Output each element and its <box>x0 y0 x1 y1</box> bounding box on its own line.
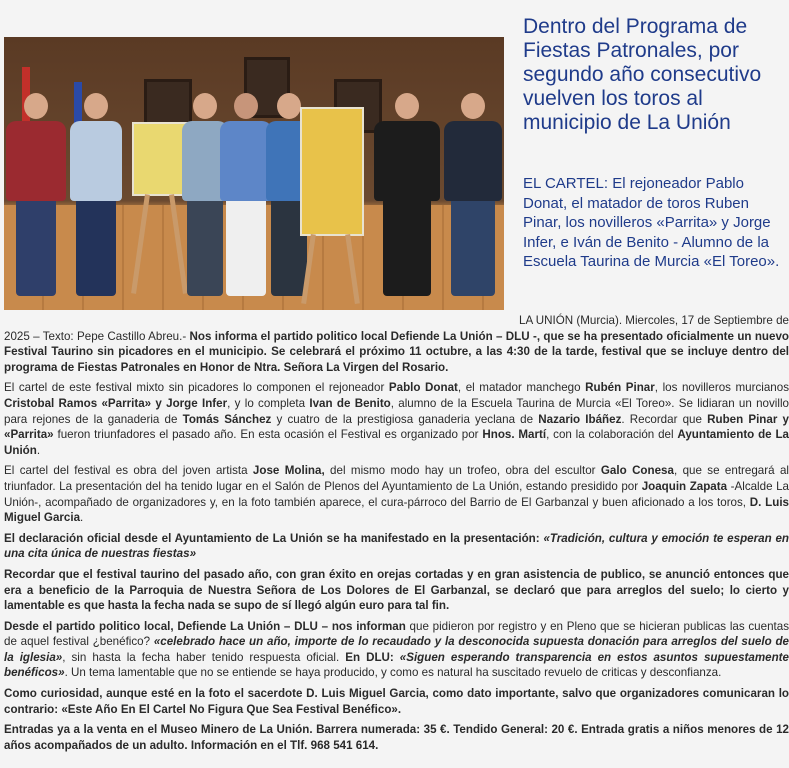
person <box>70 93 122 296</box>
subhead: EL CARTEL: El rejoneador Pablo Donat, el matador de toros Ruben Pinar, los novilleros «Parrita» y Jorge Infer, e Iván de Benito - Alumno de la Escuela Taurina de Murcia «El Toreo». <box>523 175 780 271</box>
person <box>220 93 272 296</box>
headline: Dentro del Programa de Fiestas Patronales, por segundo año consecutivo vuelven los toros al municipio de La Unión <box>523 15 762 134</box>
person-priest <box>374 93 440 296</box>
press-photo <box>4 37 504 310</box>
paragraph: Desde el partido politico local, Defiende La Unión – DLU – nos informan que pidieron por registro y en Pleno que se hicieran publicas las cuentas de aquel festival ¿benéfico? «celebrado hace un año, importe de lo recaudado y la desconocida supuesta donación para arreglos del suelo de la iglesia», sin hasta la fecha haber tenido respuesta oficial. En DLU: «Siguen esperando transparencia en estos asuntos supuestamente benéficos». Un tema lamentable que no se entiende se haya producido, y como es natural ha suscitado revuelo de criticas y desconfianza. <box>4 619 789 680</box>
paragraph: El declaración oficial desde el Ayuntamiento de La Unión se ha manifestado en la presentación: «Tradición, cultura y emoción te esperan en una cita única de nuestras fiestas» <box>4 531 789 561</box>
paragraph: El cartel del festival es obra del joven artista Jose Molina, del mismo modo hay un trofeo, obra del escultor Galo Conesa, que se entregará al triunfador. La presentación del ha tenido lugar en el Salón de Plenos del Ayuntamiento de La Unión, estando presidido por Joaquin Zapata -Alcalde La Unión-, acompañado de organizadores y, en la foto también aparece, el cura-párroco del Barrio de El Garbanzal y buen aficionado a los toros, D. Luis Miguel Garcia. <box>4 464 789 525</box>
paragraph: Entradas ya a la venta en el Museo Minero de La Unión. Barrera numerada: 35 €. Tendido General: 20 €. Entrada gratis a niños menores de 12 años acompañados de un adulto. Información en el Tlf. 968 541 614. <box>4 723 789 752</box>
person <box>6 93 66 296</box>
paragraph: LA UNIÓN (Murcia). Miercoles, 17 de Septiembre de 2025 – Texto: Pepe Castillo Abreu.- Nos informa el partido politico local Defiende La Unión – DLU -, que se ha presentado oficialmente un nuevo Festival Taurino sin picadores en el municipio. Se celebrará el próximo 11 octubre, a las 4:30 de la tarde, festival que se incluye dentro del programa de Fiestas Patronales en Honor de Ntra. Señora La Virgen del Rosario. <box>4 314 789 374</box>
festival-poster-easel <box>300 107 364 236</box>
paragraph: Recordar que el festival taurino del pasado año, con gran éxito en orejas cortadas y en gran asistencia de publico, se anunció entonces que era a beneficio de la Parroquia de Nuestra Señora de Los Dolores de El Garbanzal, se declaró que para arreglos del suelo; lo cierto y lamentable es que hasta la fecha nada se supo de sí llegó algún euro para tal fin. <box>4 567 789 613</box>
paragraph: Como curiosidad, aunque esté en la foto el sacerdote D. Luis Miguel Garcia, como dato importante, salvo que organizadores comunicaran lo contrario: «Este Año En El Cartel No Figura Que Sea Festival Benéfico». <box>4 687 789 716</box>
person <box>444 93 502 296</box>
paragraph: El cartel de este festival mixto sin picadores lo componen el rejoneador Pablo Donat, el matador manchego Rubén Pinar, los novilleros murcianos Cristobal Ramos «Parrita» y Jorge Infer, y lo completa Ivan de Benito, alumno de la Escuela Taurina de Murcia «El Toreo». Se lidiaran un novillo para rejones de la ganaderia de Tomás Sánchez y cuatro de la prestigiosa ganaderia yeclana de Nazario Ibáñez. Recordar que Ruben Pinar y «Parrita» fueron triunfadores el pasado año. En esta ocasión el Festival es organizado por Hnos. Martí, con la colaboración del Ayuntamiento de La Unión. <box>4 381 789 457</box>
article-body <box>4 313 789 758</box>
